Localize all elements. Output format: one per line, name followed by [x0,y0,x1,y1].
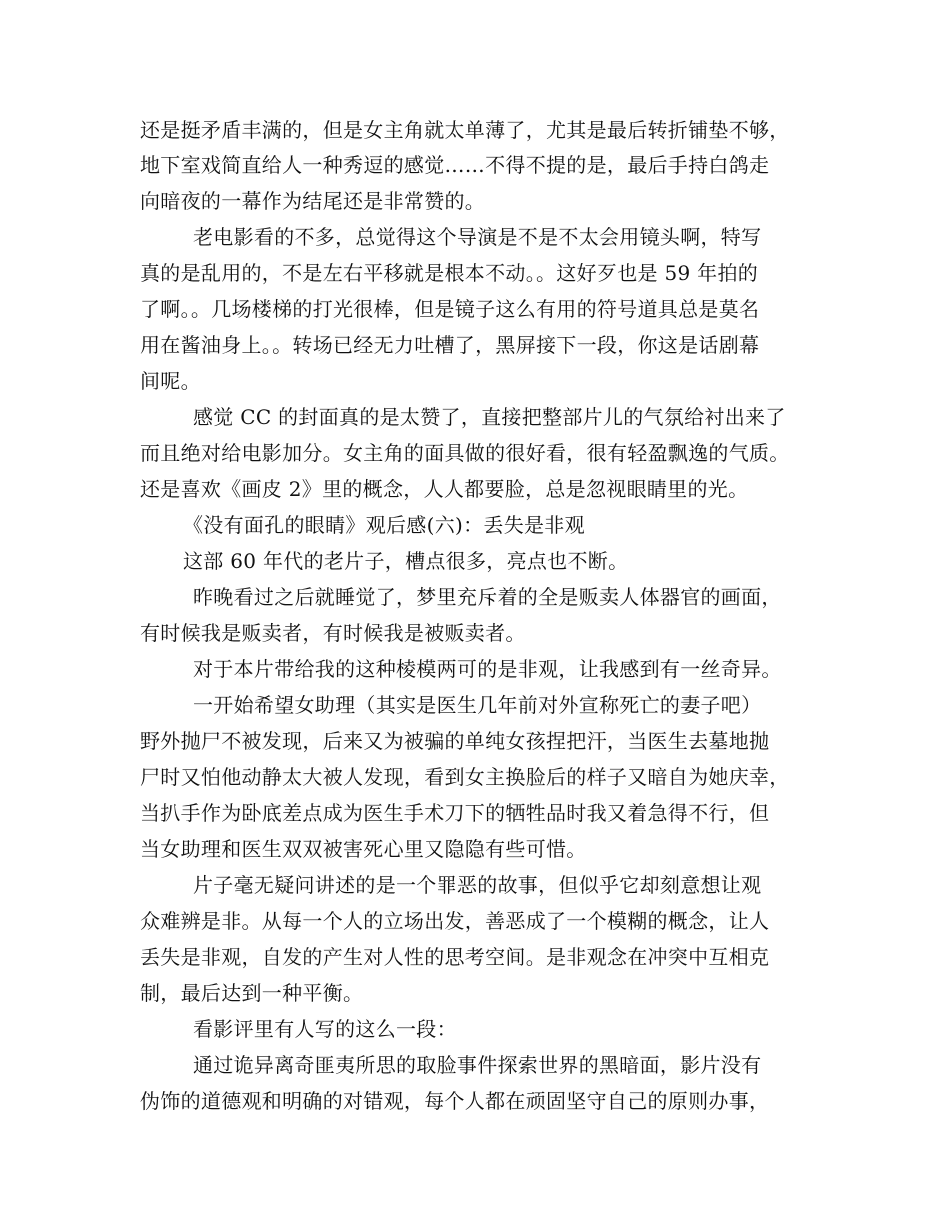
text-line: 真的是乱用的，不是左右平移就是根本不动。。这好歹也是 59 年拍的 [140,261,759,285]
paragraph-first-line: 感觉 CC 的封面真的是太赞了，直接把整部片儿的气氛给衬出来了 [193,405,786,429]
section-heading: 《没有面孔的眼睛》观后感(六)：丢失是非观 [183,513,585,537]
text-line: 尸时又怕他动静太大被人发现，看到女主换脸后的样子又暗自为她庆幸， [140,765,790,789]
text-line: 间呢。 [140,369,201,393]
paragraph-first-line: 昨晚看过之后就睡觉了，梦里充斥着的全是贩卖人体器官的画面， [193,585,782,609]
text-line: 用在酱油身上。。转场已经无力吐槽了，黑屏接下一段，你这是话剧幕 [140,333,760,357]
paragraph-first-line: 片子毫无疑问讲述的是一个罪恶的故事，但似乎它却刻意想让观 [193,873,762,897]
paragraph-first-line: 老电影看的不多，总觉得这个导演是不是不太会用镜头啊，特写 [193,225,762,249]
text-line: 向暗夜的一幕作为结尾还是非常赞的。 [140,189,486,213]
text-line: 众难辨是非。从每一个人的立场出发，善恶成了一个模糊的概念，让人 [140,909,770,933]
text-line: 而且绝对给电影加分。女主角的面具做的很好看，很有轻盈飘逸的气质。 [140,441,790,465]
text-line: 有时候我是贩卖者，有时候我是被贩卖者。 [140,621,526,645]
paragraph-first-line: 通过诡异离奇匪夷所思的取脸事件探索世界的黑暗面，影片没有 [193,1053,762,1077]
paragraph-first-line: 对于本片带给我的这种棱模两可的是非观，让我感到有一丝奇异。 [193,657,782,681]
paragraph-first-line: 一开始希望女助理（其实是医生几年前对外宣称死亡的妻子吧） [193,693,762,717]
text-line: 野外抛尸不被发现，后来又为被骗的单纯女孩捏把汗，当医生去墓地抛 [140,729,770,753]
paragraph-first-line: 这部 60 年代的老片子，槽点很多，亮点也不断。 [183,549,629,573]
text-line: 丢失是非观，自发的产生对人性的思考空间。是非观念在冲突中互相克 [140,945,770,969]
text-line: 还是喜欢《画皮 2》里的概念，人人都要脸，总是忽视眼睛里的光。 [140,477,749,501]
text-line: 了啊。。几场楼梯的打光很棒，但是镜子这么有用的符号道具总是莫名 [140,297,760,321]
text-line: 地下室戏简直给人一种秀逗的感觉……不得不提的是，最后手持白鸽走 [140,153,770,177]
paragraph-first-line: 看影评里有人写的这么一段： [193,1017,457,1041]
text-line: 还是挺矛盾丰满的，但是女主角就太单薄了，尤其是最后转折铺垫不够， [140,118,790,142]
text-line: 制，最后达到一种平衡。 [140,981,364,1005]
text-line: 当女助理和医生双双被害死心里又隐隐有些可惜。 [140,837,587,861]
text-line: 伪饰的道德观和明确的对错观，每个人都在顽固坚守自己的原则办事， [140,1089,770,1113]
text-line: 当扒手作为卧底差点成为医生手术刀下的牺牲品时我又着急得不行，但 [140,801,770,825]
